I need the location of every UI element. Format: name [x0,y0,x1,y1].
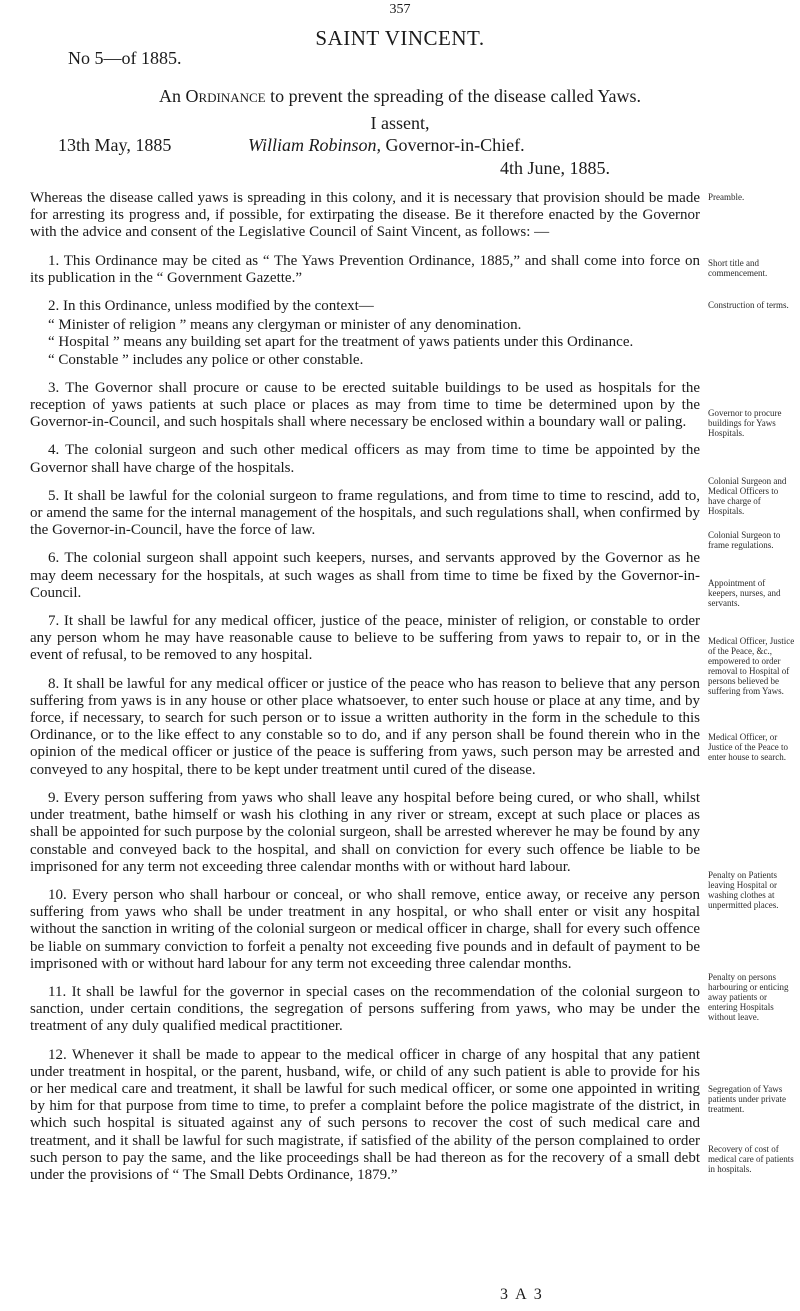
margin-note-s2: Construction of terms. [708,300,789,310]
margin-note-s11: Segregation of Yaws patients under private treatment. [708,1084,786,1114]
section-3: 3. The Governor shall procure or cause to be erected suitable buildings to be used as hospitals for the reception of yaws patients at such place or places as may from time to time be determined upon by the Governor-in-Council, and such hospitals shall where necessary be enclosed within a boundary wall or paling. [30,379,700,431]
signature-mark: 3 A 3 [500,1286,544,1303]
page-number: 357 [389,2,411,17]
definition-minister: “ Minister of religion ” means any clergyman or minister of any denomination. [48,317,522,334]
section-6: 6. The colonial surgeon shall appoint such keepers, nurses, and servants approved by the Governor as he may deem necessary for the hospitals, at such wages as shall from time to time be fixed by the Governor-in-Council. [30,550,700,601]
assent-date: 13th May, 1885 [58,135,172,155]
margin-note-preamble: Preamble. [708,192,745,202]
margin-note-s10: Penalty on persons harbouring or enticing away patients or entering Hospitals without leave. [708,972,789,1022]
margin-note-s5: Colonial Surgeon to frame regulations. [708,530,781,550]
section-12: 12. Whenever it shall be made to appear to the medical officer in charge of any hospital that any patient under treatment in hospital, or the parent, husband, wife, or child of any such patient is able to provide for his or her medical care and treatment, it shall be lawful for such medical officer, or some one appointed in writing by him for that purpose from time to time, to prefer a complaint before the police magistrate of the district, in which such hospital is situated against any of such persons to recover the cost of such medical care and treatment, and it shall be lawful for such magistrate, if satisfied of the ability of the person complained to order such person to pay the same, and the like proceedings shall be had thereon as for the recovery of a small debt under the provisions of “ The Small Debts Ordinance, 1879.” [30,1046,700,1183]
ordinance-heading [0,86,800,107]
section-2: 2. In this Ordinance, unless modified by the context— [48,298,374,315]
heading-prefix: An [158,86,181,106]
section-5: 5. It shall be lawful for the colonial surgeon to frame regulations, and from time to time to rescind, add to, or amend the same for the internal management of the hospitals, and such regulations shall, when confirmed by the Governor-in-Council, have the force of law. [30,487,700,539]
margin-note-s9: Penalty on Patients leaving Hospital or washing clothes at unpermitted places. [708,870,779,910]
section-11: 11. It shall be lawful for the governor in special cases on the recommendation of the colonial surgeon to sanction, under certain conditions, the segregation of persons suffering from yaws, who may be under the treatment of any duly qualified medical practitioner. [30,983,700,1035]
section-7: 7. It shall be lawful for any medical officer, justice of the peace, minister of religion, or constable to order any person whom he may have reasonable cause to believe to be suffering from yaws to repair to, or in the event of refusal, to be removed to any hospital. [30,613,700,664]
governor-name: William Robinson, [248,135,382,155]
heading-ordinance-word: Ordinance [185,86,266,106]
section-8: 8. It shall be lawful for any medical officer or justice of the peace who has reason to believe that any person suffering from yaws is in any house or other place whatsoever, to enter such house or place at any time, and by force, if necessary, to search for such person or to issue a written authority in the form in the schedule to this Ordinance, or to the like effect to any constable so to do, and if any person shall be found therein who in the opinion of the medical officer or justice of the peace is suffering from yaws, such person may be arrested and conveyed to any hospital, there to be kept under treatment until cured of the disease. [30,675,700,778]
margin-note-s7: Medical Officer, Justice of the Peace, &c., empowered to order removal to Hospital of persons believed be suffering from Yaws. [708,636,795,696]
ordinance-number: No 5—of 1885. [68,48,182,68]
margin-note-s6: Appointment of keepers, nurses, and servants. [708,578,781,608]
margin-note-s3: Governor to procure buildings for Yaws Hospitals. [708,408,782,438]
ordinance-body [30,190,700,1195]
definition-hospital: “ Hospital ” means any building set apart for the treatment of yaws patients under this Ordinance. [48,334,634,351]
preamble-paragraph: Whereas the disease called yaws is spreading in this colony, and it is necessary that provision should be made for arresting its progress and, if possible, for extirpating the disease. Be it therefore enacted by the Governor with the advice and consent of the Legislative Council of Saint Vincent, as follows: — [30,190,700,241]
heading-rest: to prevent the spreading of the disease called Yaws. [270,86,642,106]
page-title: SAINT VINCENT. [315,26,485,50]
governor-title: Governor-in-Chief. [385,135,525,155]
margin-note-s12: Recovery of cost of medical care of patients in hospitals. [708,1144,794,1174]
margin-note-s8: Medical Officer, or Justice of the Peace to enter house to search. [708,732,788,762]
margin-note-s4: Colonial Surgeon and Medical Officers to have charge of Hospitals. [708,476,787,516]
section-10: 10. Every person who shall harbour or conceal, or who shall remove, entice away, or receive any person suffering from yaws who shall be under treatment in any hospital, or who shall enter or visit any hospital without the sanction in writing of the colonial surgeon or medical officer in charge, shall for every such offence be liable on summary conviction to forfeit a penalty not exceeding five pounds and in default of payment to be imprisoned with or without hard labour for any term not exceeding three calendar months. [30,886,700,972]
margin-note-s1: Short title and commencement. [708,258,768,278]
governor-signature [248,135,525,156]
section-4: 4. The colonial surgeon and such other medical officers as may from time to time be appointed by the Governor shall have charge of the hospitals. [30,442,700,476]
enacted-date: 4th June, 1885. [500,158,610,178]
definition-constable: “ Constable ” includes any police or other constable. [48,351,364,368]
assent-line: I assent, [370,113,430,133]
section-9: 9. Every person suffering from yaws who shall leave any hospital before being cured, or who shall, whilst under treatment, bathe himself or wash his clothing in any river or stream, except at such place or places as shall be appointed for such purpose by the colonial surgeon, shall be arrested wherever he may be found by any constable and conveyed back to the hospital, and shall on conviction for every such offence be liable to be imprisoned for any term not exceeding three calendar months with or without hard labour. [30,789,700,875]
section-1: 1. This Ordinance may be cited as “ The Yaws Prevention Ordinance, 1885,” and shall come into force on its publication in the “ Government Gazette.” [30,252,700,286]
